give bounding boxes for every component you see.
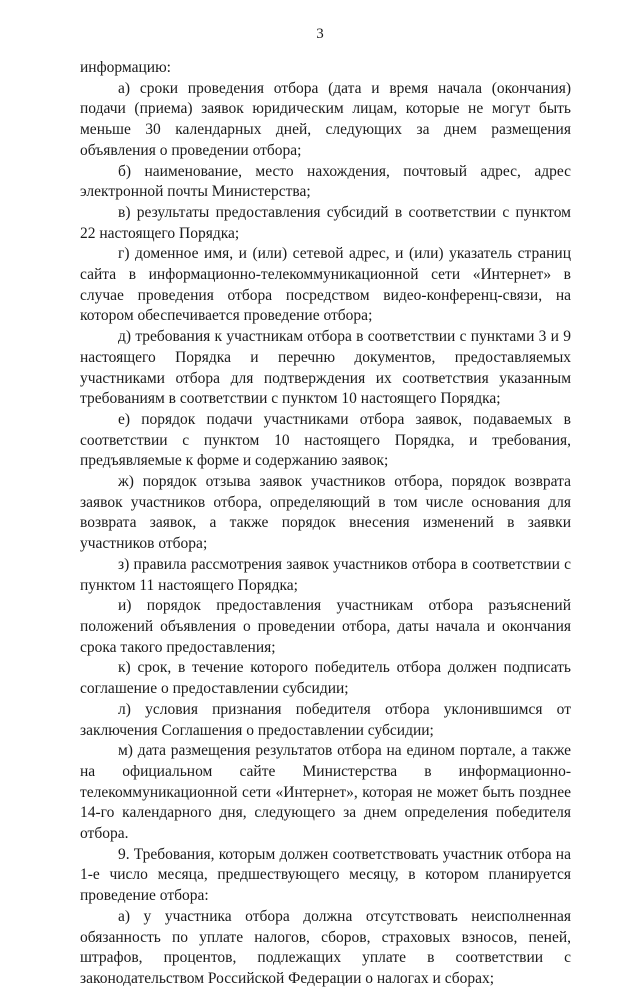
paragraph-item-d: д) требования к участникам отбора в соответствии с пунктами 3 и 9 настоящего Порядка и перечню документов, предоставляемых участниками отбора для подтверждения их соответствия указанным требованиям в соответствии с пунктом 10 настоящего Порядка; — [80, 328, 571, 408]
paragraph-item-e: е) порядок подачи участниками отбора заявок, подаваемых в соответствии с пунктом 10 настоящего Порядка, и требования, предъявляемые к форме и содержанию заявок; — [80, 410, 571, 470]
paragraph-intro: информацию: — [80, 59, 171, 76]
paragraph-item-m: м) дата размещения результатов отбора на едином портале, а также на официальном сайте Министерства в информационно-телекоммуникационной сети «Интернет», которая не может быть позднее 14-го календарного дня, следующего за днем определения победителя отбора. — [80, 742, 571, 843]
paragraph-item-a: а) сроки проведения отбора (дата и время начала (окончания) подачи (приема) заявок юридическим лицам, которые не могут быть меньше 30 календарных дней, следующих за днем размещения объявления о проведении отбора; — [80, 79, 571, 159]
page-number: 3 — [316, 26, 324, 42]
paragraph-item-l: л) условия признания победителя отбора уклонившимся от заключения Соглашения о предоставлении субсидии; — [80, 700, 571, 739]
paragraph-section-9: 9. Требования, которым должен соответствовать участник отбора на 1-е число месяца, предшествующего месяцу, в котором планируется проведение отбора: — [80, 845, 571, 905]
paragraph-section-9-item-a: а) у участника отбора должна отсутствовать неисполненная обязанность по уплате налогов, сборов, страховых взносов, пеней, штрафов, процентов, подлежащих уплате в соответствии с законодательством Российской Федерации о налогах и сборах; — [80, 907, 571, 987]
document-body — [80, 58, 571, 990]
paragraph-item-g: г) доменное имя, и (или) сетевой адрес, и (или) указатель страниц сайта в информационно-телекоммуникационной сети «Интернет» в случае проведения отбора посредством видео-конференц-связи, на котором обеспечивается проведение отбора; — [80, 245, 571, 325]
paragraph-item-i: и) порядок предоставления участникам отбора разъяснений положений объявления о проведении отбора, даты начала и окончания срока такого предоставления; — [80, 597, 571, 656]
paragraph-item-zh: ж) порядок отзыва заявок участников отбора, порядок возврата заявок участников отбора, определяющий в том числе основания для возврата заявок, а также порядок внесения изменений в заявки участников отбора; — [80, 473, 571, 553]
paragraph-item-v: в) результаты предоставления субсидий в соответствии с пунктом 22 настоящего Порядка; — [80, 203, 571, 242]
paragraph-item-k: к) срок, в течение которого победитель отбора должен подписать соглашение о предоставлении субсидии; — [80, 659, 571, 698]
paragraph-item-b: б) наименование, место нахождения, почтовый адрес, адрес электронной почты Министерства; — [80, 162, 571, 201]
paragraph-item-z: з) правила рассмотрения заявок участников отбора в соответствии с пунктом 11 настоящего Порядка; — [80, 555, 571, 594]
